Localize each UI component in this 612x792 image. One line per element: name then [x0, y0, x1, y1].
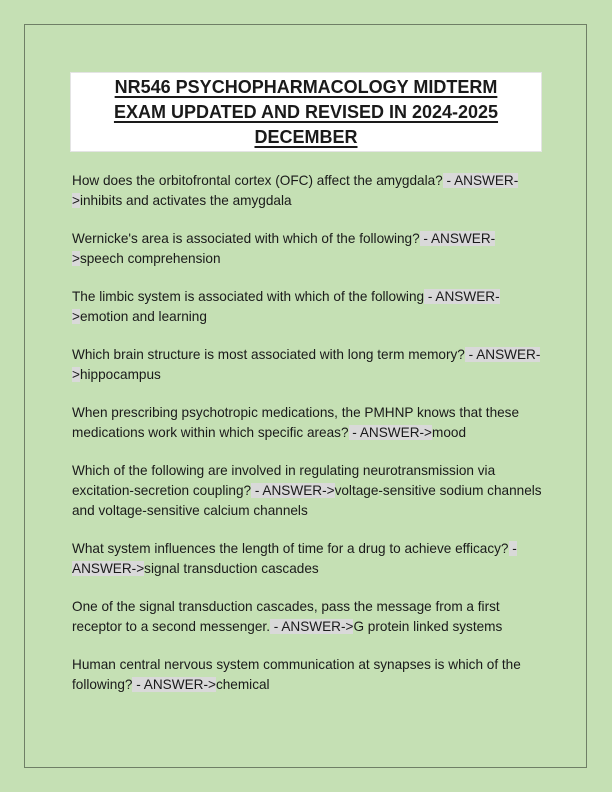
question-text: Human central nervous system communication at synapses is which of the following?	[72, 657, 521, 692]
qa-item	[72, 287, 542, 327]
answer-text: voltage-sensitive sodium channels and voltage-sensitive calcium channels	[72, 483, 542, 518]
document-title	[70, 72, 542, 152]
question-text: Which brain structure is most associated with long term memory?	[72, 347, 465, 362]
title-line: DECEMBER	[254, 127, 358, 147]
question-text: The limbic system is associated with which of the following	[72, 289, 425, 304]
answer-marker: - ANSWER->	[72, 173, 519, 208]
question-text: Wernicke's area is associated with which of the following?	[72, 231, 420, 246]
question-text: Which of the following are involved in regulating neurotransmission via excitation-secretion coupling?	[72, 463, 496, 498]
answer-marker: - ANSWER->	[132, 677, 216, 692]
qa-list	[72, 171, 542, 713]
answer-text: mood	[432, 425, 467, 440]
answer-text: chemical	[215, 677, 270, 692]
qa-item	[72, 461, 542, 521]
qa-item	[72, 539, 542, 579]
question-text: What system influences the length of time for a drug to achieve efficacy?	[72, 541, 509, 556]
qa-item	[72, 655, 542, 695]
answer-text: G protein linked systems	[353, 619, 503, 634]
answer-text: emotion and learning	[79, 309, 207, 324]
qa-item	[72, 171, 542, 211]
answer-marker: - ANSWER->	[348, 425, 432, 440]
qa-item	[72, 597, 542, 637]
answer-text: hippocampus	[79, 367, 161, 382]
qa-item	[72, 403, 542, 443]
question-text: How does the orbitofrontal cortex (OFC) affect the amygdala?	[72, 173, 443, 188]
title-line: EXAM UPDATED AND REVISED IN 2024-2025	[113, 102, 499, 122]
question-text: One of the signal transduction cascades, pass the message from a first receptor to a second messenger.	[72, 599, 500, 634]
qa-item	[72, 345, 542, 385]
question-text: When prescribing psychotropic medications, the PMHNP knows that these medications work within which specific areas?	[72, 405, 520, 440]
qa-item	[72, 229, 542, 269]
answer-marker: - ANSWER->	[72, 231, 496, 266]
answer-marker: - ANSWER->	[72, 541, 517, 576]
answer-marker: - ANSWER->	[72, 289, 500, 324]
answer-text: signal transduction cascades	[144, 561, 319, 576]
answer-text: inhibits and activates the amygdala	[79, 193, 292, 208]
answer-text: speech comprehension	[79, 251, 221, 266]
title-line: NR546 PSYCHOPHARMACOLOGY MIDTERM	[114, 77, 498, 97]
answer-marker: - ANSWER->	[72, 347, 541, 382]
answer-marker: - ANSWER->	[251, 483, 335, 498]
answer-marker: - ANSWER->	[269, 619, 354, 634]
